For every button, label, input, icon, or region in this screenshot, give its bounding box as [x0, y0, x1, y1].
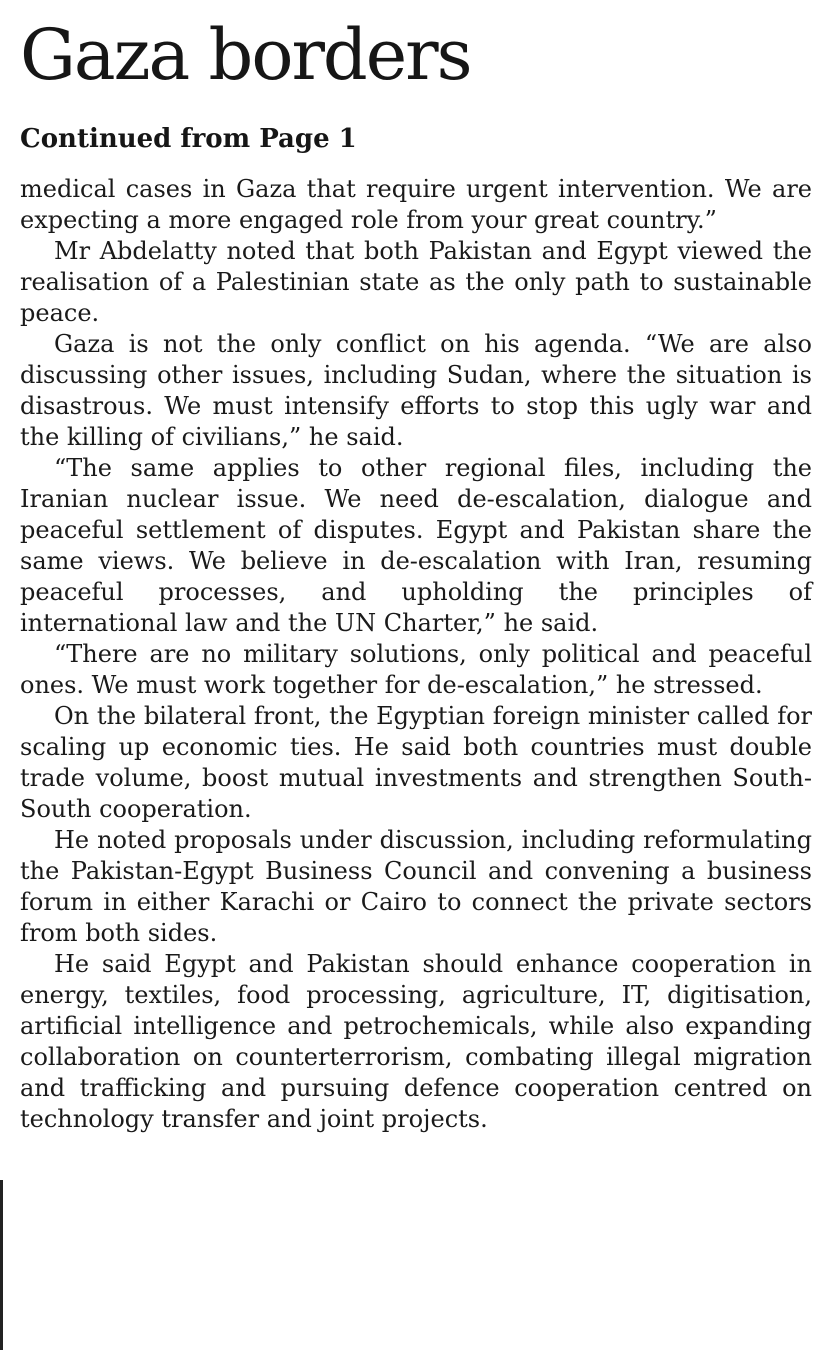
- paragraph: medical cases in Gaza that require urgent intervention. We are expecting a more engaged role from your great country.”: [20, 175, 812, 234]
- paragraph: Gaza is not the only conflict on his agenda. “We are also discussing other issues, including Sudan, where the situation is disastrous. We must intensify efforts to stop this ugly war and the killing of civilians,” he said.: [20, 330, 812, 451]
- article-body: [20, 174, 812, 1135]
- column-divider-rule: [0, 1180, 3, 1350]
- paragraph: He noted proposals under discussion, including reformulating the Pakistan-Egypt Business Council and convening a business forum in either Karachi or Cairo to connect the private sectors from both sides.: [20, 826, 812, 947]
- paragraph: He said Egypt and Pakistan should enhance cooperation in energy, textiles, food processing, agriculture, IT, digitisation, artificial intelligence and petrochemicals, while also expanding collaboration on counterterrorism, combating illegal migration and trafficking and pursuing defence cooperation centred on technology transfer and joint projects.: [20, 950, 812, 1133]
- paragraph: “There are no military solutions, only political and peaceful ones. We must work together for de-escalation,” he stressed.: [20, 640, 812, 699]
- news-article: [20, 0, 812, 1135]
- paragraph: Mr Abdelatty noted that both Pakistan and Egypt viewed the realisation of a Palestinian state as the only path to sustainable peace.: [20, 237, 812, 327]
- paragraph: On the bilateral front, the Egyptian foreign minister called for scaling up economic ties. He said both countries must double trade volume, boost mutual investments and strengthen South-South cooperation.: [20, 702, 812, 823]
- headline: Gaza borders: [20, 14, 471, 96]
- paragraph: “The same applies to other regional files, including the Iranian nuclear issue. We need de-escalation, dialogue and peaceful settlement of disputes. Egypt and Pakistan share the same views. We believe in de-escalation with Iran, resuming peaceful processes, and upholding the principles of international law and the UN Charter,” he said.: [20, 454, 812, 637]
- continued-from-label: Continued from Page 1: [20, 124, 357, 154]
